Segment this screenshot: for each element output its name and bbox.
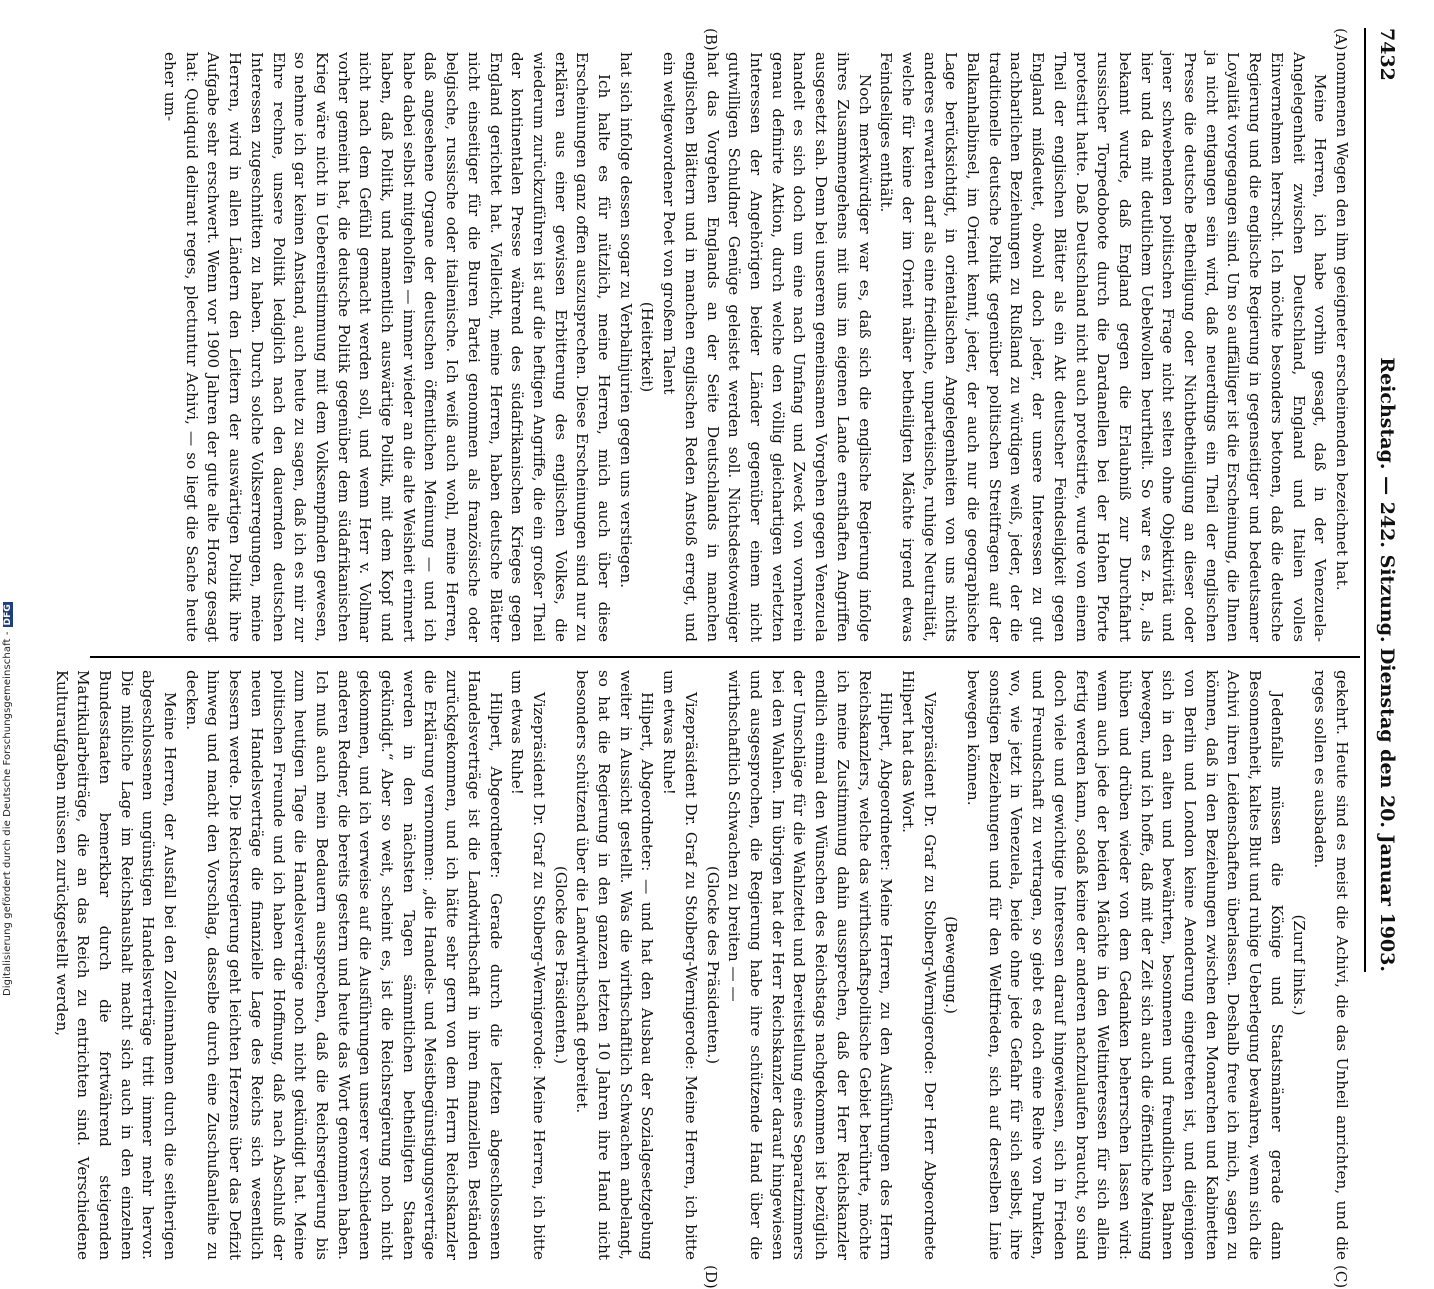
stage-direction: (Bewegung.) xyxy=(942,916,961,1014)
column-divider xyxy=(90,656,1360,658)
stage-direction: (Heiterkeit) xyxy=(638,301,657,393)
margin-mark-c: (C) xyxy=(1332,1265,1350,1289)
session-date: Dienstag den 20. Januar 1903. xyxy=(1376,647,1398,972)
paragraph: Hilpert, Abgeordneter: Meine Herren, zu den Ausführungen des Herrn Reichskanzlers, welche das wirthschaftspolitische Gebiet berührte, möchte ich meine Zustimmung dahin aussprechen, daß der Herr Reichskanzler endlich einmal den Wünschen des Reichstags nachgekommen ist bezüglich der Umschläge für die Wahlzettel und Bereitstellung eines Separatzimmers bei den Wahlen. Im übrigen hat der Herr Reichskanzler darauf hingewiesen und ausgesprochen, die Regierung habe ihre schützende Hand über die wirthschaftlich Schwachen zu breiten — — xyxy=(725,670,896,1260)
credit-text: Digitalisierung gefördert durch die Deutsche Forschungsgemeinschaft - xyxy=(2,631,13,996)
scanned-page xyxy=(52,20,1410,1289)
stage-direction: (Zuruf links.) xyxy=(1289,914,1308,1016)
dfg-logo: DFG xyxy=(3,604,13,626)
paragraph: Hilpert, Abgeordneter: — und hat den Ausbau der Sozialgesetzgebung weiter in Aussicht gestellt. Was die wirthschaftlich Schwachen anbelangt, so hat die Regierung in den ganzen letzten 10 Jahren ihre Hand nicht besonders schützend über die Landwirthschaft gebreitet. xyxy=(573,670,657,1260)
paragraph: gekehrt. Heute sind es meist die Achivi, die das Unheil anrichten, und die reges sollen es ausbaden. xyxy=(1311,670,1351,1260)
paragraph: hat sich infolge dessen sogar zu Verbalinjurien gegen uns verstiegen. xyxy=(616,52,635,589)
paragraph: Vizepräsident Dr. Graf zu Stolberg-Wernigerode: Der Herr Abgeordnete Hilpert hat das Wort. xyxy=(898,670,939,1260)
paragraph: Hilpert, Abgeordneter: Gerade durch die letzten abgeschlossenen Handelsverträge ist die Landwirthschaft in ihren finanziellen Beständen zurückgekommen, und ich hätte sehr gern von dem Herrn Reichskanzler die Erklärung vernommen: „die Handels- und Meistbegünstigungsverträge werden in den nächsten Tagen sämmtlichen betheiligten Staaten gekündigt.“ Aber so weit, scheint es, ist die Reichsregierung noch nicht gekommen, und ich verweise auf die Ausführungen unserer verschiedenen anderen Redner, die bereits gestern und heute das Wort genommen haben. Ich muß auch mein Bedauern aussprechen, daß die Reichsregierung bis zum heutigen Tage die Handelsverträge noch nicht gekündigt hat. Meine politischen Freunde und ich haben die Hoffnung, daß nach Abschluß der neuen Handelsverträge die finanzielle Lage des Reichs sich wesentlich bessern werde. Die Reichsregierung geht leichten Herzens über das Defizit hinweg und macht den Vorschlag, dasselbe durch eine Zuschußanleihe zu decken. xyxy=(182,670,505,1260)
right-column xyxy=(52,670,1352,1260)
margin-mark-d: (D) xyxy=(702,1265,720,1289)
page-header xyxy=(1364,28,1400,972)
paragraph: Vizepräsident Dr. Graf zu Stolberg-Wernigerode: Meine Herren, ich bitte um etwas Ruhe! xyxy=(660,670,700,1260)
digitization-credit xyxy=(0,0,18,1000)
paragraph: Vizepräsident Dr. Graf zu Stolberg-Wernigerode: Meine Herren, ich bitte um etwas Ruhe! xyxy=(508,670,548,1260)
paragraph: Ich halte es für nützlich, meine Herren, mich auch über diese Erscheinungen ganz offen auszusprechen. Diese Erscheinungen sind nur zu erklären aus einer gewissen Erbitterung des englischen Volkes, die wiederum zurückzuführen ist auf die heftigen Angriffe, die ein großer Theil der kontinentalen Presse während des südafrikanischen Krieges gegen England gerichtet hat. Vielleicht, meine Herren, haben deutsche Blätter nicht einseitiger für die Buren Partei genommen als französische oder belgische, russische oder italienische. Ich weiß auch wohl, meine Herren, daß angesehene Organe der deutschen öffentlichen Meinung — und ich habe dabei selbst mitgeholfen — immer wieder an die alte Weisheit erinnert haben, daß Politik, und namentlich auswärtige Politik, mit dem Kopf und nicht nach dem Gefühl gemacht werden soll, und wenn Herr v. Vollmar vorher gemeint hat, die deutsche Politik gegenüber dem südafrikanischen Krieg wäre nicht in Uebereinstimmung mit dem Volksempfinden gewesen, so nehme ich gar keinen Anstand, auch heute zu sagen, daß ich es mir zur Ehre rechne, unsere Politik lediglich nach den dauernden deutschen Interessen zugeschnitten zu haben. Durch solche Volkserregungen, meine Herren, wird in allen Ländern den Leitern der auswärtigen Politik ihre Aufgabe sehr erschwert. Wenn vor 1900 Jahren der gute alte Horaz gesagt hat: Quidquid delirant reges, plectuntur Achivi, — so liegt die Sache heute eher um- xyxy=(161,52,614,642)
paragraph: Meine Herren, ich habe vorhin gesagt, daß in der Venezuela-Angelegenheit zwischen Deutschland, England und Italien volles Einvernehmen herrscht. Ich möchte besonders betonen, daß die deutsche Regierung und die englische Regierung in gegenseitiger und bedeutsamer Loyalität vorgegangen sind. Um so auffälliger ist die Erscheinung, die Ihnen ja nicht entgangen sein wird, daß neuerdings ein Theil der englischen Presse die deutsche Betheiligung oder Nichtbetheiligung an dieser oder jener schwebenden politischen Frage nicht selten ohne Objektivität und hier und da mit deutlichem Uebelwollen beurtheilt. So war es z. B., als bekannt wurde, daß England gegen die Erlaubniß zur Durchfahrt russischer Torpedoboote durch die Dardanellen bei der Hohen Pforte protestirt hatte. Daß Deutschland nicht auch protestirte, wurde von einem Theil der englischen Blätter als ein Akt deutscher Feindseligkeit gegen England mißdeutet, obwohl doch jeder, der unsere Interessen zu gut nachbarlichen Beziehungen zu Rußland zu würdigen weiß, jeder, der die traditionelle deutsche Politik gegenüber politischen Streitfragen auf der Balkanhalbinsel, im Orient kennt, jeder, der auch nur die geographische Lage berücksichtigt, in orientalischen Angelegenheiten von uns nichts anderes erwarten darf als eine friedliche, unparteiische, ruhige Neutralität, welche für keine der im Orient näher betheiligten Mächte irgend etwas Feindseliges enthält. xyxy=(877,52,1330,642)
stage-direction: (Glocke des Präsidenten.) xyxy=(703,865,722,1065)
paragraph: nommenen Wegen den ihm geeigneter erscheinenden bezeichnet hat. xyxy=(1333,52,1351,591)
left-column xyxy=(82,52,1352,642)
paragraph: Noch merkwürdiger war es, daß sich die englische Regierung infolge ihres Zusammengehens mit uns im eigenen Lande ernsthaften Angriffen ausgesetzt sah. Denn bei unserem gemeinsamen Vorgehen gegen Venezuela handelt es sich doch um eine nach Umfang und Zweck von vornherein genau definirte Aktion, durch welche den völlig gleichartigen verletzten Interessen der Angehörigen beider Länder gegenüber einem nicht gutwilligen Schuldner Genüge geleistet werden soll. Nichtsdestoweniger hat das Vorgehen Englands an der Seite Deutschlands in manchen englischen Blättern und in manchen englischen Reden Anstoß erregt, und ein weltgewordener Poet von großem Talent xyxy=(660,52,874,642)
margin-mark-b: (B) xyxy=(702,28,720,51)
paragraph: Meine Herren, der Ausfall bei den Zolleinnahmen durch die seitherigen abgeschlossenen ungünstigen Handelsverträge tritt immer mehr hervor. Die mißliche Lage im Reichshaushalt macht sich auch in den einzelnen Bundesstaaten bemerkbar durch die fortwährend steigenden Matrikularbeiträge, die an das Reich zu entrichten sind. Verschiedene Kulturaufgaben müssen zurückgestellt werden, xyxy=(52,670,180,1260)
paragraph: Jedenfalls müssen die Könige und Staatsmänner gerade dann Besonnenheit, kaltes Blut und ruhige Ueberlegung bewahren, wenn sich die Achivi ihren Leidenschaften überlassen. Deshalb freue ich mich, sagen zu können, daß in den Beziehungen zwischen den Monarchen und Kabinetten von Berlin und London keine Aenderung eingetreten ist, und diejenigen sich in den alten und bewährten, besonnenen und freundlichen Bahnen bewegen, und ich hoffe, daß mit der Zeit sich auch die öffentliche Meinung hüben und drüben wieder von dem Gedanken beherrschen lassen wird: wenn auch jede der beiden Mächte in den Weltinteressen für sich allein fertig werden kann, sodaß keine der anderen nachzulaufen braucht, so sind doch viele und gewichtige Interessen darauf hingewiesen, sich in Frieden und Freundschaft zu vertragen, so giebt es doch eine Reihe von Punkten, wo, wie jetzt in Venezuela, beide ohne jede Gefahr für sich selbst, ihre sonstigen Beziehungen und für den Weltfrieden, sich auf derselben Linie bewegen können. xyxy=(964,670,1286,1260)
stage-direction: (Glocke des Präsidenten.) xyxy=(551,865,570,1065)
margin-mark-a: (A) xyxy=(1332,28,1350,51)
page-title: Reichstag. — 242. Sitzung. xyxy=(1376,357,1398,643)
page-number: 7432 xyxy=(1376,28,1398,81)
